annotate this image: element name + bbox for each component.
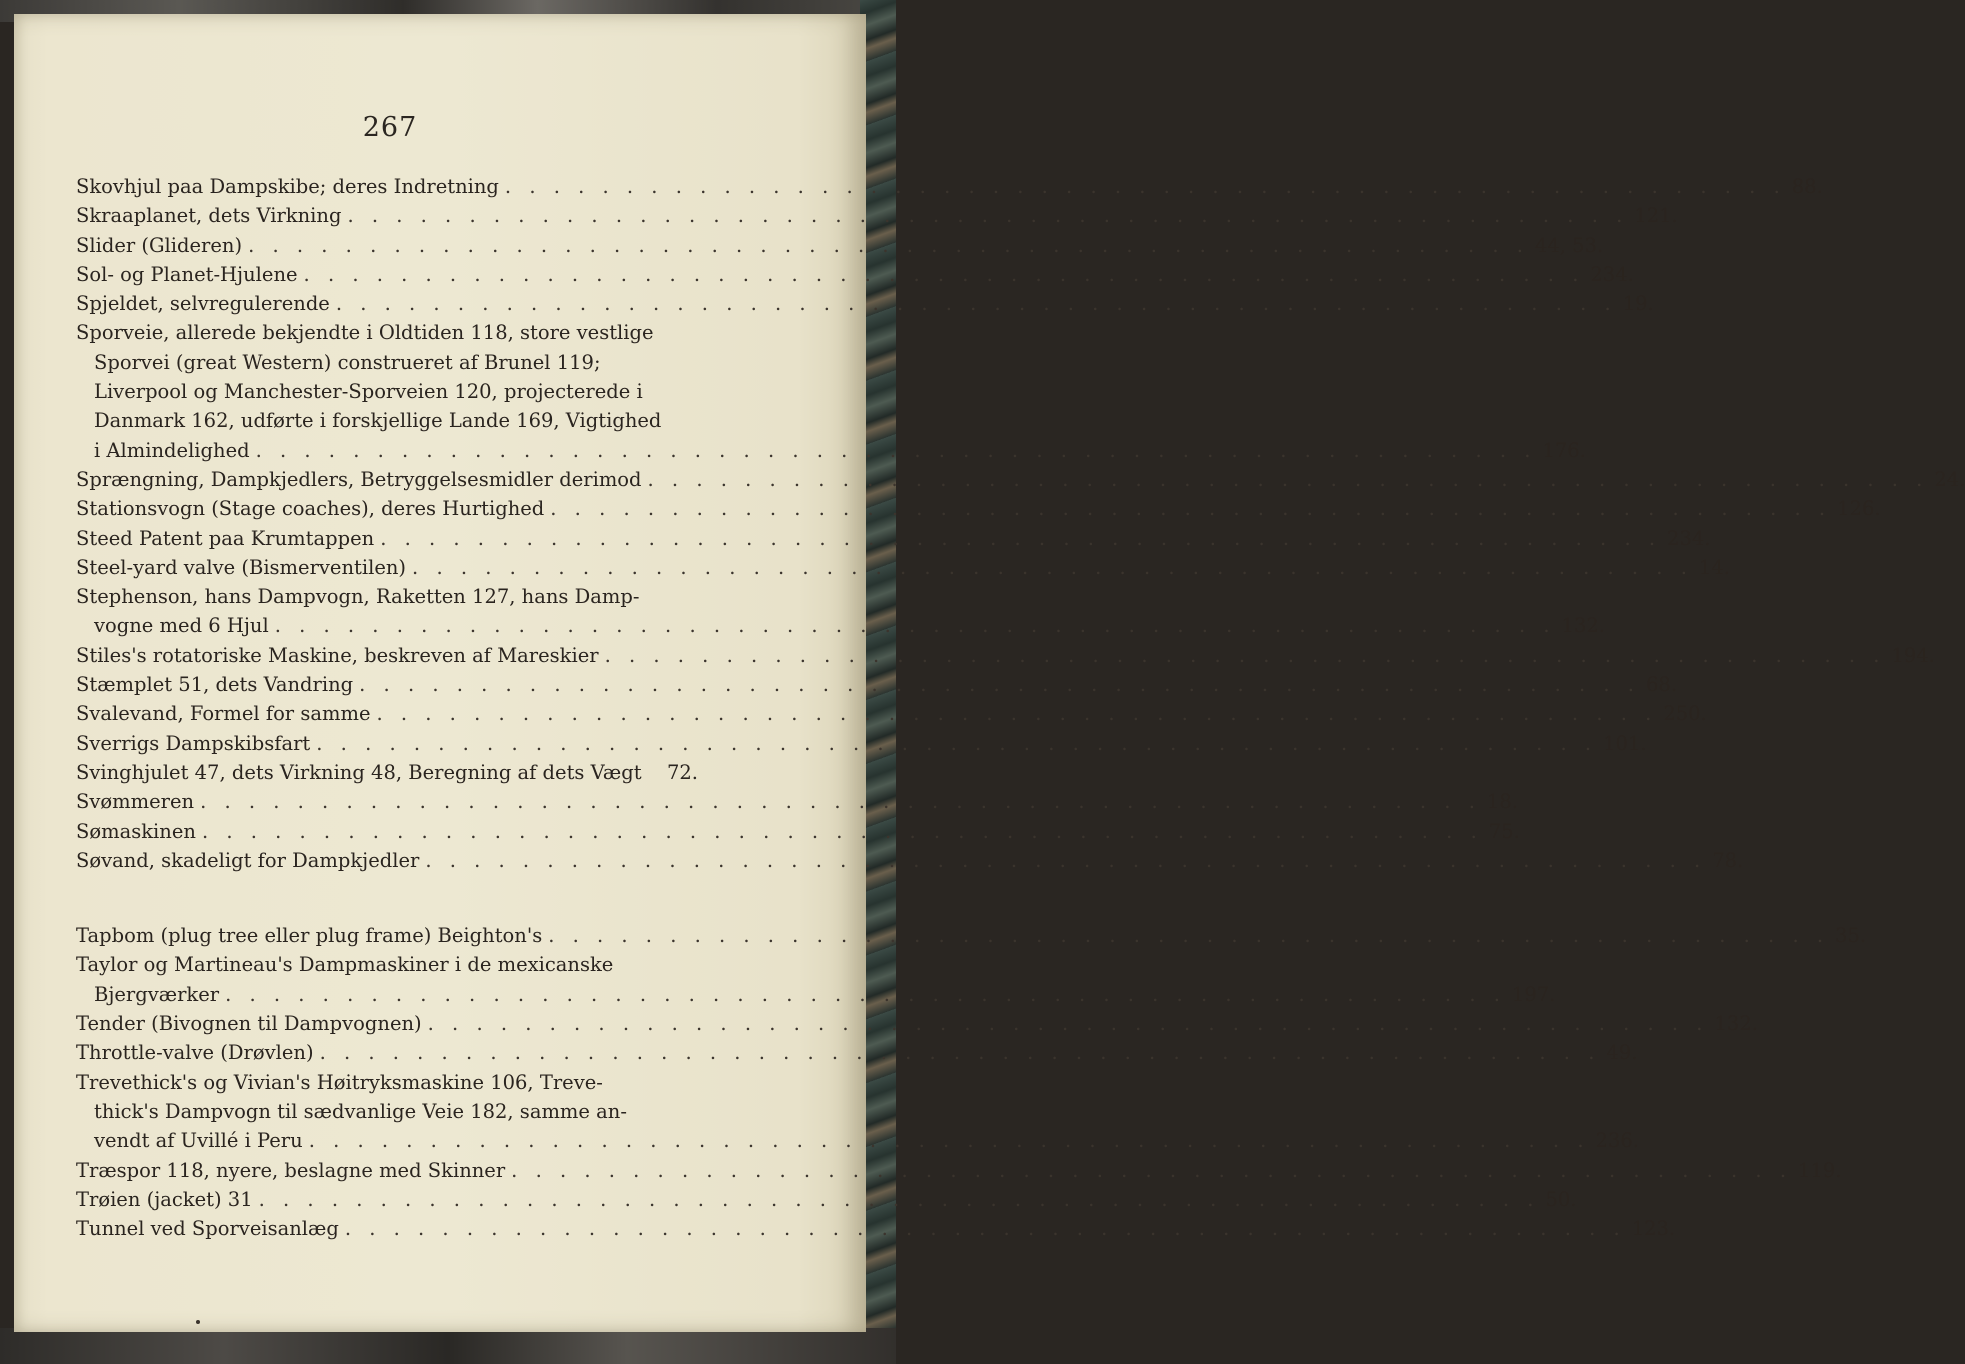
entry-page-ref: 132. <box>1561 614 1605 638</box>
index-entry <box>76 494 1881 523</box>
index-entry <box>76 553 1730 582</box>
entry-page-ref: 35. <box>1835 924 1867 948</box>
index-entry <box>76 611 1605 640</box>
entry-text: Taylor og Martineau's Dampmaskiner i de mexicanske <box>76 953 614 977</box>
book-cover-bottom <box>0 1328 896 1364</box>
entry-page-ref: 24. <box>1934 467 1965 491</box>
index-entry <box>76 670 1678 699</box>
entry-text: Sol- og Planet-Hjulene <box>76 262 298 286</box>
entry-page-ref: 234. <box>1590 262 1634 286</box>
entry-page-ref: 18. <box>1486 790 1518 814</box>
entry-page-ref: 126. <box>1837 497 1881 521</box>
entry-page-ref: 88. <box>1791 175 1823 198</box>
index-entries <box>76 172 1965 1243</box>
index-entry <box>76 406 698 435</box>
entry-text: Tunnel ved Sporveisanlæg <box>76 1217 339 1241</box>
entry-text: Bjergværker <box>94 982 220 1006</box>
dot-leader: . . . . . . . . . . . . . . . . . . . . . . . . . . . . . . . . . . . . . . . . . . . . . . . . . . . . . <box>344 1217 1626 1241</box>
index-entry <box>76 729 1647 758</box>
dot-leader: . . . . . . . . . . . . . . . . . . . . . . . . . . . . . . . . . . . . . . . . . . . . . . . . . . . . . <box>504 175 1786 198</box>
entry-text: Sporvei (great Western) construeret af Brunel 119; <box>94 350 601 374</box>
index-entry <box>76 817 1520 846</box>
index-entry <box>76 1038 1638 1067</box>
entry-text: vogne med 6 Hjul <box>94 614 269 638</box>
entry-text: Skovhjul paa Dampskibe; deres Indretning <box>76 175 499 198</box>
entry-page-ref: 234. <box>1667 526 1711 550</box>
entry-text: Sprængning, Dampkjedlers, Betryggelsesmidler derimod <box>76 467 642 491</box>
dot-leader: . . . . . . . . . . . . . . . . . . . . . . . . . . . . . . . . . . . . . . . . . . . . . . . . . . . . . <box>427 1012 1709 1036</box>
index-entry <box>76 201 1678 230</box>
dot-leader: . . . . . . . . . . . . . . . . . . . . . . . . . . . . . . . . . . . . . . . . . . . . . . . . . . . . . <box>319 1041 1601 1065</box>
index-section-s <box>76 172 1965 875</box>
entry-page-ref: 119. <box>1798 1158 1842 1182</box>
index-entry <box>76 846 1744 875</box>
index-entry <box>76 950 698 979</box>
entry-page-ref: 44, 53. <box>1534 233 1604 257</box>
entry-page-ref: 75. <box>1488 819 1520 843</box>
index-entry <box>76 787 1518 816</box>
entry-page-ref: 72. <box>666 760 698 784</box>
dot-leader: . . . . . . . . . . . . . . . . . . . . . . . . . . . . . . . . . . . . . . . . . . . . . . . . . . . . . <box>303 262 1585 286</box>
index-entry <box>76 758 698 787</box>
entry-text: Sporveie, allerede bekjendte i Oldtiden 118, store vestlige <box>76 321 654 345</box>
entry-text: Svømmeren <box>76 790 195 814</box>
dot-leader: . . . . . . . . . . . . . . . . . . . . . . . . . . . . . . . . . . . . . . . . . . . . . . . . . . . . . <box>335 292 1617 316</box>
dot-leader: . . . . . . . . . . . . . . . . . . . . . . . . . . . . . . . . . . . . . . . . . . . . . . . . . . . . . <box>548 924 1830 948</box>
entry-text: Svalevand, Formel for samme <box>76 702 371 726</box>
entry-text: Sverrigs Dampskibsfart <box>76 731 311 755</box>
entry-text: Trevethick's og Vivian's Høitryksmaskine 106, Treve- <box>76 1070 603 1094</box>
dot-leader: . . . . . . . . . . . . . . . . . . . . . . . . . . . . . . . . . . . . . . . . . . . . . . . . . . . . . <box>274 614 1556 638</box>
entry-page-ref: 194. <box>1891 643 1935 667</box>
entry-text: Træspor 118, nyere, beslagne med Skinner <box>76 1158 506 1182</box>
dot-leader: . . . . . . . . . . . . . . . . . . . . . . . . . . . . . . . . . . . . . . . . . . . . . . . . . . . . . <box>248 233 1529 257</box>
entry-text: Sømaskinen <box>76 819 196 843</box>
entry-text: Trøien (jacket) 31 <box>76 1187 253 1211</box>
entry-text: Svinghjulet 47, dets Virkning 48, Beregning af dets Vægt <box>76 760 642 784</box>
index-entry <box>76 1126 1639 1155</box>
index-entry <box>76 1156 1842 1185</box>
entry-page-ref: 49. <box>1606 1041 1638 1065</box>
entry-page-ref: 14. <box>1698 555 1730 579</box>
entry-page-ref: 78. <box>1712 848 1744 872</box>
entry-page-ref: 236. <box>1595 1129 1639 1153</box>
index-entry <box>76 980 1556 1009</box>
entry-text: Danmark 162, udførte i forskjellige Lande 169, Vigtighed <box>94 409 662 433</box>
index-entry <box>76 465 1965 494</box>
entry-text: Throttle-valve (Drøvlen) <box>76 1041 314 1065</box>
index-entry <box>76 524 1711 553</box>
entry-page-ref: 176. <box>1542 438 1586 462</box>
dot-leader: . . . . . . . . . . . . . . . . . . . . . . . . . . . . . . . . . . . . . . . . . . . . . . . . . . . . . <box>604 643 1886 667</box>
entry-page-ref: 19. <box>1622 292 1654 316</box>
dot-leader: . . . . . . . . . . . . . . . . . . . . . . . . . . . . . . . . . . . . . . . . . . . . . . . . . . . . . <box>425 848 1707 872</box>
dot-leader: . . . . . . . . . . . . . . . . . . . . . . . . . . . . . . . . . . . . . . . . . . . . . . . . . . . . . <box>647 467 1929 491</box>
entry-text: vendt af Uvillé i Peru <box>94 1129 303 1153</box>
entry-page-ref: 68. <box>1646 673 1678 697</box>
index-entry <box>76 641 1935 670</box>
index-entry <box>76 1214 1676 1243</box>
entry-text: Spjeldet, selvregulerende <box>76 292 330 316</box>
dot-leader: . . . . . . . . . . . . . . . . . . . . . . . . . . . . . . . . . . . . . . . . . . . . . . . . . . . . . <box>347 204 1629 228</box>
index-entry <box>76 1068 698 1097</box>
dot-leader: . . . . . . . . . . . . . . . . . . . . . . . . . . . . . . . . . . . . . . . . . . . . . . . . . . . . . <box>550 497 1832 521</box>
dot-leader: . . . . . . . . . . . . . . . . . . . . . . . . . . . . . . . . . . . . . . . . . . . . . . . . . . . . . <box>258 1187 1540 1211</box>
dot-leader: . . . . . . . . . . . . . . . . . . . . . . . . . . . . . . . . . . . . . . . . . . . . . . . . . . . . . <box>201 819 1483 843</box>
dot-leader: . . . . . . . . . . . . . . . . . . . . . . . . . . . . . . . . . . . . . . . . . . . . . . . . . . . . . <box>376 702 1658 726</box>
index-entry <box>76 260 1634 289</box>
entry-text: Tapbom (plug tree eller plug frame) Beighton's <box>76 924 543 948</box>
dot-leader: . . . . . . . . . . . . . . . . . . . . . . . . . . . . . . . . . . . . . . . . . . . . . . . . . . . . . <box>359 673 1640 697</box>
entry-page-ref: 101. <box>1603 731 1647 755</box>
entry-page-ref: 121. <box>1634 204 1678 228</box>
index-section-t <box>76 921 1867 1243</box>
dot-leader: . . . . . . . . . . . . . . . . . . . . . . . . . . . . . . . . . . . . . . . . . . . . . . . . . . . . . <box>380 526 1662 550</box>
index-entry <box>76 1009 1758 1038</box>
index-entry <box>76 231 1604 260</box>
index-entry <box>76 289 1654 318</box>
dot-leader: . . . . . . . . . . . . . . . . . . . . . . . . . . . . . . . . . . . . . . . . . . . . . . . . . . . . . <box>255 438 1537 462</box>
index-entry <box>76 582 698 611</box>
entry-text: Tender (Bivognen til Dampvognen) <box>76 1012 422 1036</box>
book-page <box>14 14 1965 1332</box>
index-entry <box>76 436 1586 465</box>
entry-page-ref: 132. <box>1714 1012 1758 1036</box>
paper-speck <box>196 1320 200 1324</box>
entry-text: Slider (Glideren) <box>76 233 243 257</box>
entry-text: Stephenson, hans Dampvogn, Raketten 127, hans Damp- <box>76 585 640 609</box>
dot-leader: . . . . . . . . . . . . . . . . . . . . . . . . . . . . . . . . . . . . . . . . . . . . . . . . . . . . . <box>316 731 1598 755</box>
entry-page-ref: 50. <box>1545 1187 1577 1211</box>
entry-page-ref: 250. <box>1663 702 1707 726</box>
entry-text: Stationsvogn (Stage coaches), deres Hurtighed <box>76 497 545 521</box>
dot-leader: . . . . . . . . . . . . . . . . . . . . . . . . . . . . . . . . . . . . . . . . . . . . . . . . . . . . . <box>511 1158 1793 1182</box>
index-entry <box>76 172 1823 201</box>
dot-leader: . . . . . . . . . . . . . . . . . . . . . . . . . . . . . . . . . . . . . . . . . . . . . . . . . . . . . <box>308 1129 1590 1153</box>
entry-text: Liverpool og Manchester-Sporveien 120, projecterede i <box>94 380 643 404</box>
entry-page-ref: 123. <box>1631 1217 1676 1241</box>
entry-text: Skraaplanet, dets Virkning <box>76 204 342 228</box>
dot-leader: . . . . . . . . . . . . . . . . . . . . . . . . . . . . . . . . . . . . . . . . . . . . . . . . . . . . . <box>225 982 1506 1006</box>
section-gap <box>76 875 698 921</box>
page-number: 267 <box>362 112 418 143</box>
index-entry <box>76 921 1867 950</box>
entry-text: Stæmplet 51, dets Vandring <box>76 673 354 697</box>
entry-text: thick's Dampvogn til sædvanlige Veie 182, samme an- <box>94 1099 627 1123</box>
index-entry <box>76 1097 698 1126</box>
entry-text: Søvand, skadeligt for Dampkjedler <box>76 848 420 872</box>
entry-text: Steed Patent paa Krumtappen <box>76 526 375 550</box>
entry-text: Steel-yard valve (Bismerventilen) <box>76 555 407 579</box>
dot-leader: . . . . . . . . . . . . . . . . . . . . . . . . . . . . . . . . . . . . . . . . . . . . . . . . . . . . . <box>200 790 1481 814</box>
entry-text: i Almindelighed <box>94 438 250 462</box>
entry-text: Stiles's rotatoriske Maskine, beskreven af Mareskier <box>76 643 599 667</box>
index-entry <box>76 348 698 377</box>
dot-leader: . . . . . . . . . . . . . . . . . . . . . . . . . . . . . . . . . . . . . . . . . . . . . . . . . . . . . <box>412 555 1693 579</box>
entry-page-ref: 197. <box>1511 982 1556 1006</box>
index-entry <box>76 318 698 347</box>
index-entry <box>76 377 698 406</box>
index-entry <box>76 699 1707 728</box>
index-entry <box>76 1185 1577 1214</box>
